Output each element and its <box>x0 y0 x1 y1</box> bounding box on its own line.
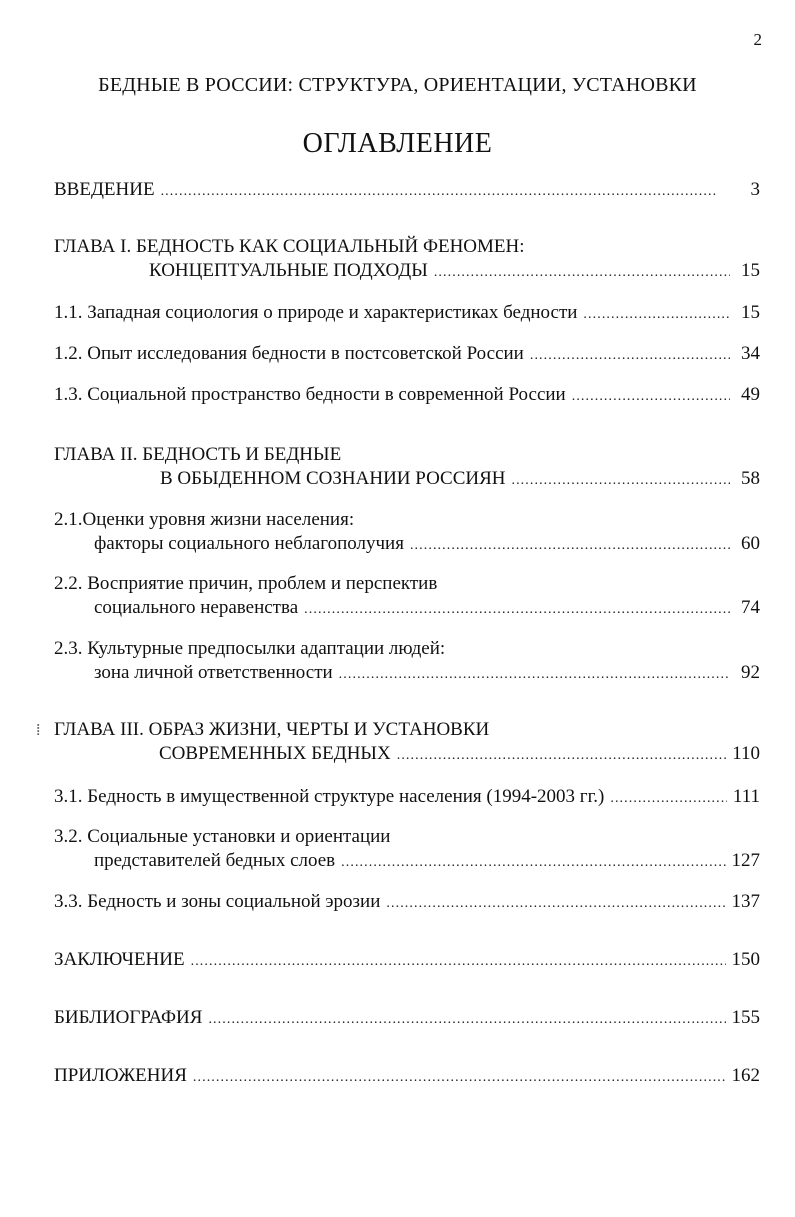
entry-label-cont: СОВРЕМЕННЫХ БЕДНЫХ <box>159 743 391 764</box>
entry-page: 127 <box>731 850 760 871</box>
entry-label: 1.1. Западная социология о природе и характеристиках бедности <box>54 302 578 323</box>
page-number: 2 <box>753 30 762 49</box>
entry-page: 15 <box>741 260 760 281</box>
entry-label: 1.3. Социальной пространство бедности в современной России <box>54 384 566 405</box>
entry-label-cont: КОНЦЕПТУАЛЬНЫЕ ПОДХОДЫ <box>149 260 428 281</box>
entry-page: 60 <box>741 533 760 554</box>
entry-label: 2.1.Оценки уровня жизни населения: <box>54 509 355 530</box>
entry-page: 162 <box>731 1065 760 1086</box>
dot-leader <box>511 467 730 493</box>
toc-entry-2-3[interactable] <box>54 637 760 687</box>
entry-label: 2.3. Культурные предпосылки адаптации людей: <box>54 638 446 659</box>
entry-page: 74 <box>741 597 760 618</box>
dot-leader <box>434 259 730 285</box>
margin-mark: ⁞ <box>36 722 41 739</box>
toc-entry-2-1[interactable] <box>54 508 760 558</box>
dot-leader <box>304 596 730 622</box>
toc-entry-1-3[interactable] <box>54 383 760 409</box>
toc-entry-chapter-3[interactable] <box>54 718 760 768</box>
entry-page: 110 <box>732 743 760 764</box>
dot-leader <box>191 948 726 974</box>
entry-page: 15 <box>741 302 760 323</box>
dot-leader <box>193 1064 726 1090</box>
dot-leader <box>530 342 730 368</box>
dot-leader <box>208 1006 725 1032</box>
toc-entry-chapter-2[interactable] <box>54 443 760 493</box>
entry-label: ГЛАВА II. БЕДНОСТЬ И БЕДНЫЕ <box>54 444 342 465</box>
dot-leader <box>386 890 725 916</box>
entry-label: 1.2. Опыт исследования бедности в постсоветской России <box>54 343 524 364</box>
entry-label: ГЛАВА III. ОБРАЗ ЖИЗНИ, ЧЕРТЫ И УСТАНОВКИ <box>54 719 490 740</box>
entry-label: ВВЕДЕНИЕ <box>54 179 155 200</box>
dot-leader <box>341 849 725 875</box>
dot-leader <box>410 532 730 558</box>
toc-entry-3-2[interactable] <box>54 825 760 875</box>
entry-page: 58 <box>741 468 760 489</box>
entry-page: 137 <box>731 891 760 912</box>
toc-entry-bibliography[interactable] <box>54 1006 760 1032</box>
dot-leader <box>161 178 730 204</box>
entry-label: ГЛАВА I. БЕДНОСТЬ КАК СОЦИАЛЬНЫЙ ФЕНОМЕН: <box>54 236 525 257</box>
entry-page: 155 <box>731 1007 760 1028</box>
entry-label: БИБЛИОГРАФИЯ <box>54 1007 203 1028</box>
toc-entry-conclusion[interactable] <box>54 948 760 974</box>
entry-label-cont: социального неравенства <box>94 597 299 618</box>
toc-entry-intro[interactable] <box>54 178 760 204</box>
toc-entry-appendix[interactable] <box>54 1064 760 1090</box>
dot-leader <box>339 661 730 687</box>
entry-label-cont: представителей бедных слоев <box>94 850 336 871</box>
entry-page: 111 <box>732 786 760 807</box>
entry-page: 150 <box>731 949 760 970</box>
toc-entry-chapter-1[interactable] <box>54 235 760 285</box>
entry-page: 49 <box>741 384 760 405</box>
dot-leader <box>397 742 726 768</box>
entry-page: 34 <box>741 343 760 364</box>
toc-entry-1-1[interactable] <box>54 301 760 327</box>
entry-label-cont: факторы социального неблагополучия <box>94 533 404 554</box>
entry-label: 3.3. Бедность и зоны социальной эрозии <box>54 891 381 912</box>
document-title: БЕДНЫЕ В РОССИИ: СТРУКТУРА, ОРИЕНТАЦИИ, УСТАНОВКИ <box>98 74 697 96</box>
toc-entry-3-1[interactable] <box>54 785 760 811</box>
toc-entry-3-3[interactable] <box>54 890 760 916</box>
entry-label: 3.1. Бедность в имущественной структуре населения (1994-2003 гг.) <box>54 786 605 807</box>
entry-label: ПРИЛОЖЕНИЯ <box>54 1065 187 1086</box>
toc-entry-2-2[interactable] <box>54 572 760 622</box>
dot-leader <box>610 785 727 811</box>
entry-page: 92 <box>741 662 760 683</box>
toc-entry-1-2[interactable] <box>54 342 760 368</box>
entry-label-cont: В ОБЫДЕННОМ СОЗНАНИИ РОССИЯН <box>160 468 506 489</box>
entry-page: 3 <box>750 179 760 200</box>
entry-label: 3.2. Социальные установки и ориентации <box>54 826 391 847</box>
dot-leader <box>583 301 730 327</box>
toc-heading: ОГЛАВЛЕНИЕ <box>302 128 493 159</box>
entry-label: 2.2. Восприятие причин, проблем и перспектив <box>54 573 438 594</box>
entry-label: ЗАКЛЮЧЕНИЕ <box>54 949 185 970</box>
dot-leader <box>572 383 730 409</box>
entry-label-cont: зона личной ответственности <box>94 662 333 683</box>
